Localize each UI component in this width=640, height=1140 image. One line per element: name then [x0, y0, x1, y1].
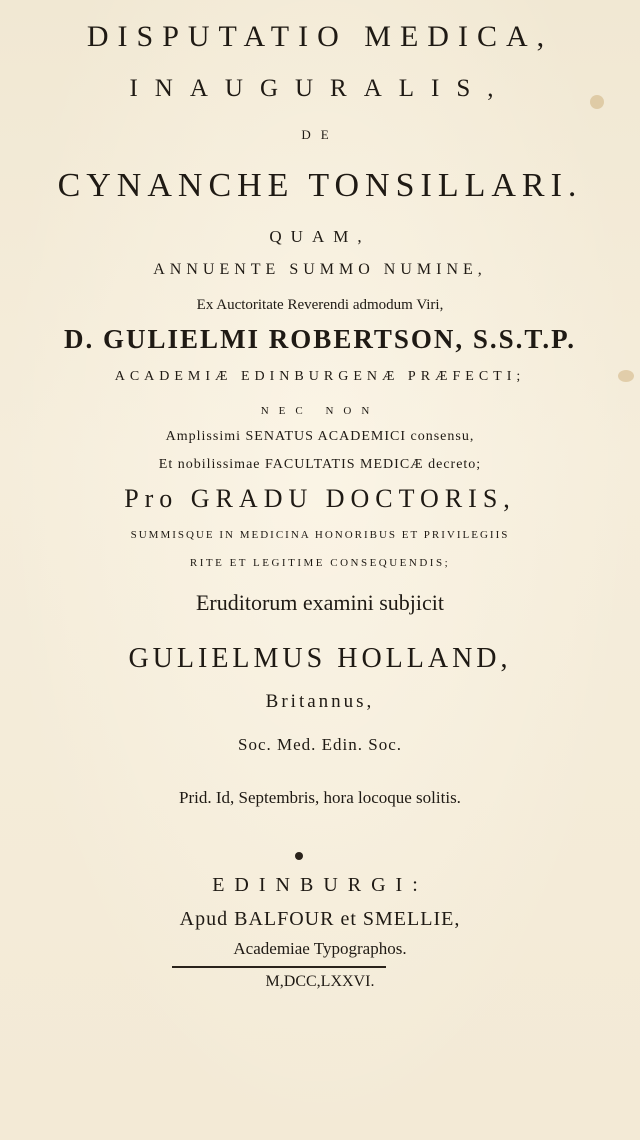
title-line-auctoritate: Ex Auctoritate Reverendi admodum Viri, [196, 297, 444, 313]
author-society: Soc. Med. Edin. Soc. [237, 735, 403, 754]
imprint-role: Academiae Typographos. [233, 939, 407, 958]
title-line-academiae: ACADEMIÆ EDINBURGENÆ PRÆFECTI; [114, 369, 526, 384]
title-line-subject: CYNANCHE TONSILLARI. [57, 167, 583, 204]
title-line-robertson: D. GULIELMI ROBERTSON, S.S.T.P. [64, 324, 576, 354]
imprint-printers: Apud BALFOUR et SMELLIE, [179, 908, 461, 930]
title-line-senatus: Amplissimi SENATUS ACADEMICI consensu, [165, 429, 475, 444]
title-line-annuente: ANNUENTE SUMMO NUMINE, [153, 261, 487, 278]
title-line-2: INAUGURALIS, [129, 75, 511, 102]
imprint-year: M,DCC,LXXVI. [265, 973, 375, 990]
examination-date: Prid. Id, Septembris, hora locoque solitis. [179, 788, 461, 807]
title-line-1: DISPUTATIO MEDICA, [86, 20, 554, 53]
title-line-eruditorum: Eruditorum examini subjicit [195, 590, 445, 615]
title-line-nec-non: NEC NON [260, 405, 380, 417]
title-line-summisque: SUMMISQUE IN MEDICINA HONORIBUS ET PRIVILEGIIS [130, 529, 510, 541]
ornament-dot [295, 852, 303, 860]
title-line-facultatis: Et nobilissimae FACULTATIS MEDICÆ decreto; [158, 457, 482, 472]
imprint-rule [172, 966, 386, 968]
author-nationality: Britannus, [265, 691, 375, 712]
imprint-place: EDINBURGI: [212, 874, 428, 896]
title-line-quam: QUAM, [269, 227, 371, 246]
author-name: GULIELMUS HOLLAND, [128, 643, 512, 674]
title-line-rite: RITE ET LEGITIME CONSEQUENDIS; [189, 557, 451, 569]
title-line-de: DE [301, 127, 339, 142]
title-line-gradu: Pro GRADU DOCTORIS, [124, 484, 516, 513]
